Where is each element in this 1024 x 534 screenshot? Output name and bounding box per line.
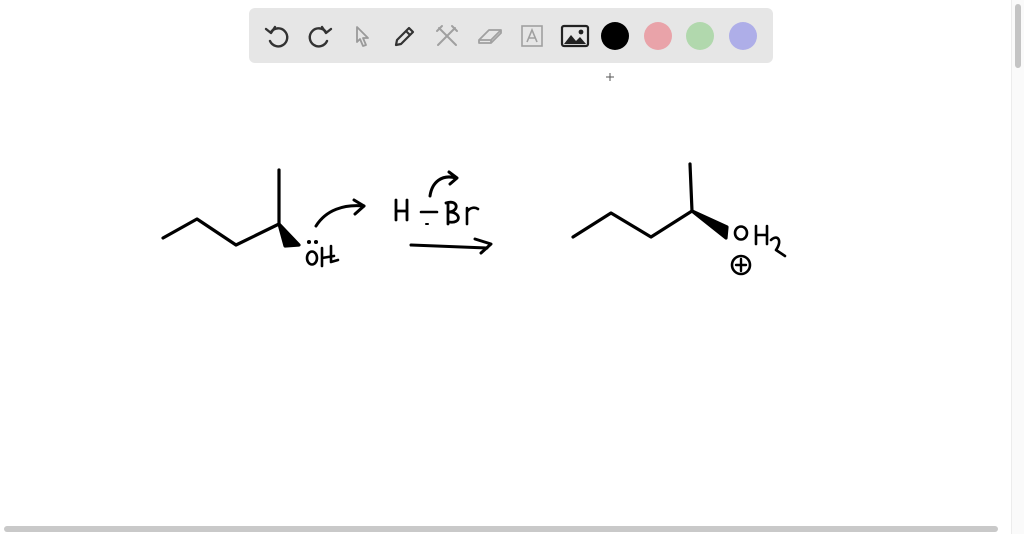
- reactant-skeleton: [163, 219, 279, 245]
- product-oh2-label: [735, 226, 785, 256]
- curved-arrow-oh-to-h: [316, 206, 364, 226]
- reactant-oh-label: [307, 241, 338, 266]
- color-swatch-green[interactable]: [686, 22, 714, 50]
- text-button[interactable]: [516, 20, 548, 52]
- positive-charge: [732, 256, 750, 274]
- redo-icon: [306, 22, 334, 50]
- product-methyl-bond: [690, 164, 692, 211]
- eraser-button[interactable]: [474, 20, 506, 52]
- color-swatch-pink[interactable]: [644, 22, 672, 50]
- product-wedge-bond: [692, 211, 727, 238]
- image-button[interactable]: [559, 20, 591, 52]
- text-box-icon: [518, 22, 546, 50]
- eraser-icon: [475, 22, 505, 50]
- product-skeleton: [573, 211, 692, 237]
- reaction-arrow: [411, 245, 487, 248]
- tools-button[interactable]: [431, 20, 463, 52]
- redo-button[interactable]: [304, 20, 336, 52]
- image-icon: [560, 22, 590, 50]
- drawing-toolbar: [249, 8, 773, 63]
- undo-icon: [263, 22, 291, 50]
- pen-icon: [391, 22, 419, 50]
- tools-icon: [433, 22, 461, 50]
- select-pointer-icon: [348, 22, 376, 50]
- color-swatch-purple[interactable]: [729, 22, 757, 50]
- crosshair-cursor-icon: [604, 71, 616, 83]
- undo-button[interactable]: [261, 20, 293, 52]
- reactant-wedge-bond: [279, 224, 299, 246]
- hbr-reagent: [396, 200, 478, 224]
- horizontal-scrollbar[interactable]: [4, 526, 998, 532]
- pen-button[interactable]: [389, 20, 421, 52]
- color-swatch-black[interactable]: [601, 22, 629, 50]
- curved-arrow-hbr: [430, 177, 456, 196]
- select-button[interactable]: [346, 20, 378, 52]
